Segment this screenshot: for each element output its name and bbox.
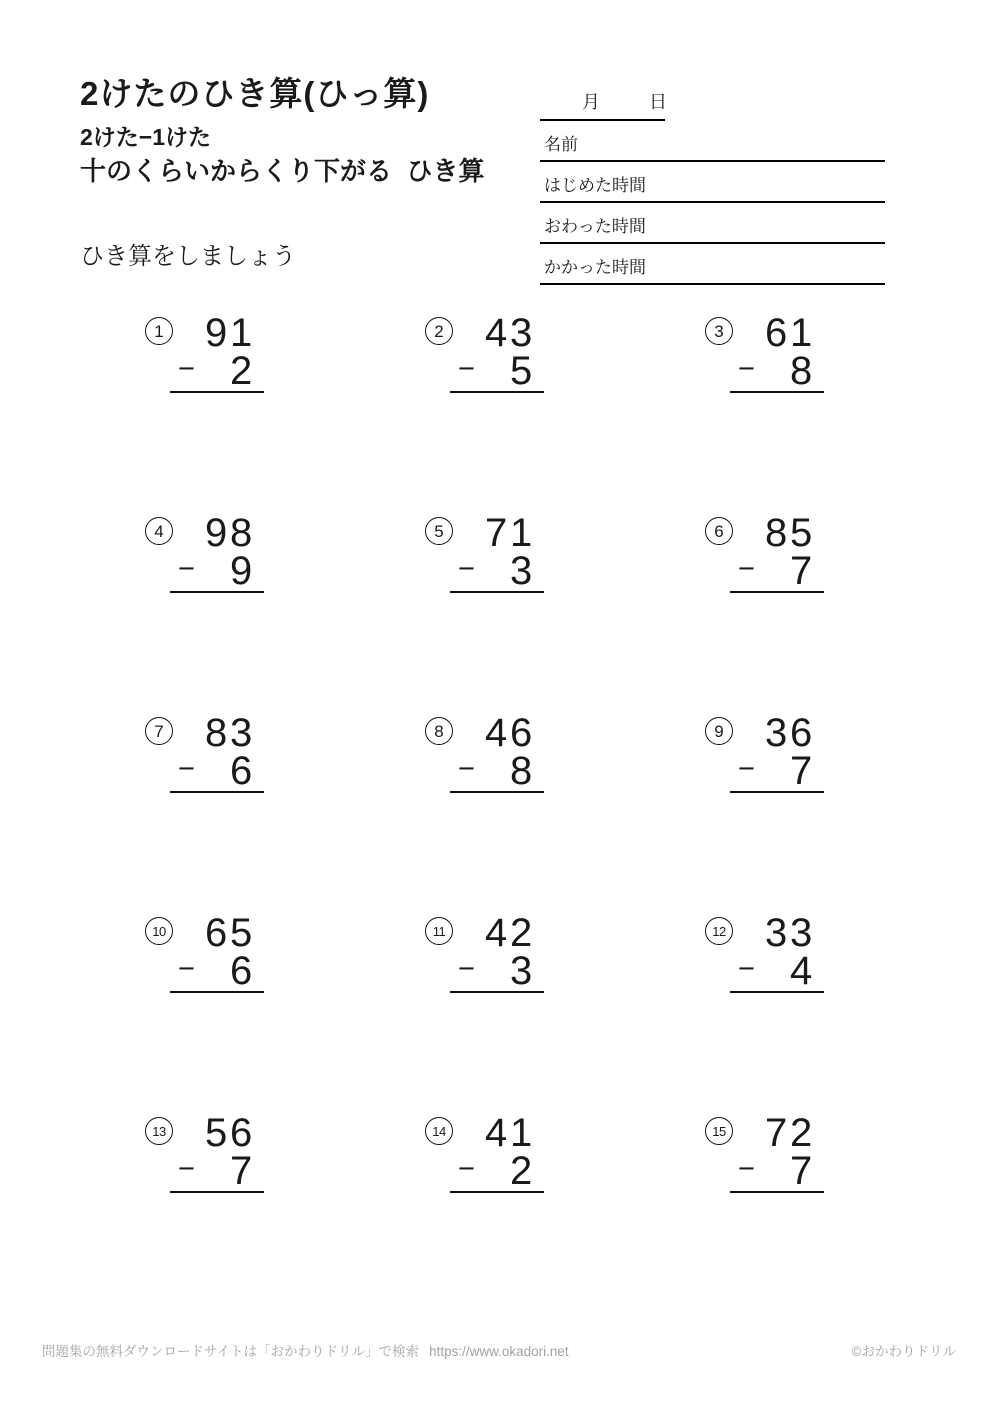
footer-url: https://www.okadori.net bbox=[429, 1344, 569, 1359]
page-title: 2けたのひき算(ひっ算) bbox=[80, 75, 430, 112]
day-label: 日 bbox=[649, 92, 667, 112]
minuend: 7 2 bbox=[765, 1111, 813, 1155]
problem-number: 15 bbox=[705, 1117, 733, 1145]
subtrahend: 2 bbox=[510, 1149, 533, 1193]
subtrahend: 8 bbox=[510, 749, 533, 793]
start-time-field bbox=[540, 162, 885, 203]
stacked-subtraction bbox=[730, 911, 824, 993]
subtrahend: 7 bbox=[790, 749, 813, 793]
minus-sign: − bbox=[738, 553, 755, 585]
problem-number: 13 bbox=[145, 1117, 173, 1145]
stacked-subtraction bbox=[450, 311, 544, 393]
minus-sign: − bbox=[458, 1153, 475, 1185]
minus-sign: − bbox=[178, 553, 195, 585]
problem bbox=[705, 911, 985, 1114]
problem bbox=[145, 311, 425, 514]
minus-sign: − bbox=[458, 353, 475, 385]
stacked-subtraction bbox=[170, 311, 264, 393]
problem bbox=[145, 911, 425, 1114]
problem-number: 8 bbox=[425, 717, 453, 745]
problem-number: 14 bbox=[425, 1117, 453, 1145]
stacked-subtraction bbox=[730, 511, 824, 593]
end-time-field bbox=[540, 203, 885, 244]
elapsed-time-field bbox=[540, 244, 885, 285]
problem-number: 10 bbox=[145, 917, 173, 945]
minus-sign: − bbox=[738, 1153, 755, 1185]
problem bbox=[705, 711, 985, 914]
stacked-subtraction bbox=[170, 911, 264, 993]
minuend: 3 3 bbox=[765, 911, 813, 955]
end-time-label: おわった時間 bbox=[544, 217, 646, 236]
problem bbox=[425, 1111, 705, 1314]
subtitle-description: 十のくらいからくり下がる ひき算 bbox=[80, 156, 485, 186]
stacked-subtraction bbox=[170, 711, 264, 793]
minuend: 9 1 bbox=[205, 311, 253, 355]
problem-number: 3 bbox=[705, 317, 733, 345]
stacked-subtraction bbox=[170, 511, 264, 593]
problem-number: 2 bbox=[425, 317, 453, 345]
minuend: 8 5 bbox=[765, 511, 813, 555]
name-field bbox=[540, 121, 885, 162]
minus-sign: − bbox=[178, 1153, 195, 1185]
subtrahend: 6 bbox=[230, 949, 253, 993]
problem-number: 5 bbox=[425, 517, 453, 545]
minus-sign: − bbox=[178, 953, 195, 985]
minus-sign: − bbox=[738, 353, 755, 385]
stacked-subtraction bbox=[730, 1111, 824, 1193]
stacked-subtraction bbox=[450, 911, 544, 993]
minus-sign: − bbox=[458, 753, 475, 785]
elapsed-time-label: かかった時間 bbox=[544, 258, 646, 277]
subtitle-digits: 2けた−1けた bbox=[80, 124, 212, 150]
subtrahend: 6 bbox=[230, 749, 253, 793]
problem-number: 11 bbox=[425, 917, 453, 945]
subtrahend: 4 bbox=[790, 949, 813, 993]
stacked-subtraction bbox=[450, 1111, 544, 1193]
problem-number: 12 bbox=[705, 917, 733, 945]
problems-grid bbox=[145, 311, 985, 1314]
stacked-subtraction bbox=[450, 711, 544, 793]
minuend: 6 5 bbox=[205, 911, 253, 955]
minuend: 4 6 bbox=[485, 711, 533, 755]
problem-number: 4 bbox=[145, 517, 173, 545]
minus-sign: − bbox=[458, 953, 475, 985]
minuend: 4 1 bbox=[485, 1111, 533, 1155]
problem-number: 7 bbox=[145, 717, 173, 745]
footer-note: 問題集の無料ダウンロードサイトは「おかわりドリル」で検索 https://www.okadori.net bbox=[42, 1344, 569, 1359]
problem bbox=[145, 1111, 425, 1314]
problem bbox=[425, 911, 705, 1114]
minus-sign: − bbox=[738, 753, 755, 785]
problem bbox=[705, 311, 985, 514]
minus-sign: − bbox=[178, 753, 195, 785]
minus-sign: − bbox=[458, 553, 475, 585]
subtrahend: 3 bbox=[510, 949, 533, 993]
minuend: 4 2 bbox=[485, 911, 533, 955]
stacked-subtraction bbox=[730, 711, 824, 793]
problem bbox=[145, 511, 425, 714]
problem bbox=[425, 511, 705, 714]
minuend: 9 8 bbox=[205, 511, 253, 555]
subtrahend: 5 bbox=[510, 349, 533, 393]
problem-number: 6 bbox=[705, 517, 733, 545]
stacked-subtraction bbox=[450, 511, 544, 593]
minuend: 8 3 bbox=[205, 711, 253, 755]
problem bbox=[705, 511, 985, 714]
name-label: 名前 bbox=[544, 135, 578, 154]
problem bbox=[145, 711, 425, 914]
minuend: 7 1 bbox=[485, 511, 533, 555]
stacked-subtraction bbox=[170, 1111, 264, 1193]
problem-number: 9 bbox=[705, 717, 733, 745]
minuend: 5 6 bbox=[205, 1111, 253, 1155]
instruction-text: ひき算をしましょう bbox=[80, 243, 296, 270]
minuend: 6 1 bbox=[765, 311, 813, 355]
minuend: 3 6 bbox=[765, 711, 813, 755]
start-time-label: はじめた時間 bbox=[544, 176, 646, 195]
subtrahend: 9 bbox=[230, 549, 253, 593]
problem-number: 1 bbox=[145, 317, 173, 345]
subtrahend: 2 bbox=[230, 349, 253, 393]
problem bbox=[425, 711, 705, 914]
minus-sign: − bbox=[738, 953, 755, 985]
subtrahend: 7 bbox=[790, 1149, 813, 1193]
month-label: 月 bbox=[582, 92, 600, 112]
minus-sign: − bbox=[178, 353, 195, 385]
subtrahend: 7 bbox=[790, 549, 813, 593]
worksheet-form bbox=[540, 84, 881, 285]
footer-copyright: ©おかわりドリル bbox=[851, 1344, 956, 1359]
subtrahend: 8 bbox=[790, 349, 813, 393]
minuend: 4 3 bbox=[485, 311, 533, 355]
stacked-subtraction bbox=[730, 311, 824, 393]
problem bbox=[705, 1111, 985, 1314]
subtrahend: 3 bbox=[510, 549, 533, 593]
subtrahend: 7 bbox=[230, 1149, 253, 1193]
date-field bbox=[540, 84, 665, 121]
problem bbox=[425, 311, 705, 514]
